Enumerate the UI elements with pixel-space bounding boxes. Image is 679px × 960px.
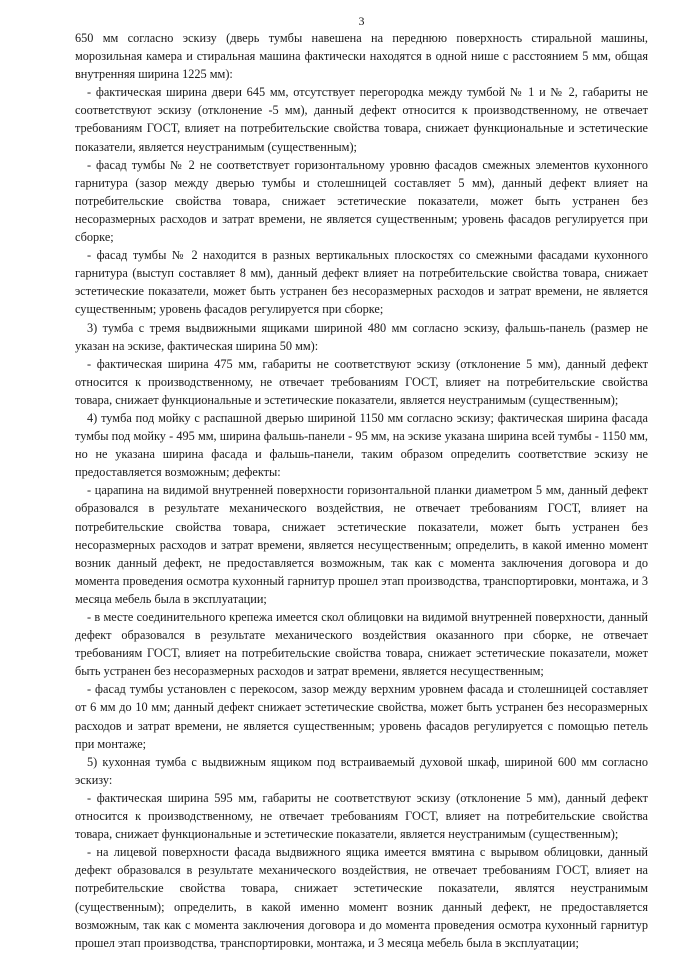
paragraph: - фасад тумбы № 2 находится в разных вертикальных плоскостях со смежными фасадами кухонного гарнитура (выступ составляет 8 мм), данный дефект влияет на потребительские свойства товара, снижает эстетические показатели, может быть устранен без несоразмерных расходов и затрат времени, не является существенным; уровень фасадов регулируется при сборке; [75, 248, 648, 317]
paragraph: 3) тумба с тремя выдвижными ящиками шириной 480 мм согласно эскизу, фальшь-панель (размер не указан на эскизе, фактическая ширина 50 мм): [75, 320, 648, 353]
document-body [75, 29, 648, 952]
page-number: 3 [358, 14, 365, 28]
paragraph: - царапина на видимой внутренней поверхности горизонтальной планки диаметром 5 мм, данный дефект образовался в результате механического воздействия, не отвечает требованиям ГОСТ, влияет на потребительские свойства товара, снижает эстетические показатели, может быть устранен без несоразмерных расходов и затрат времени, является несущественным; определить, в какой именно момент возник данный дефект, не предоставляется возможным, так как с момента заключения договора и до момента проведения осмотра кухонный гарнитур прошел этап производства, транспортировки, монтажа, и 3 месяца мебель была в эксплуатации; [75, 483, 648, 606]
paragraph: 5) кухонная тумба с выдвижным ящиком под встраиваемый духовой шкаф, шириной 600 мм согласно эскизу: [75, 754, 648, 787]
paragraph: 4) тумба под мойку с распашной дверью шириной 1150 мм согласно эскизу; фактическая ширина фасада тумбы под мойку - 495 мм, ширина фальшь-панели - 95 мм, на эскизе указана ширина всей тумбы - 1150 мм, но не указана ширина фасада и фальшь-панели, таким образом определить соответствие эскизу не предоставляется возможным; дефекты: [75, 410, 648, 480]
paragraph: - фактическая ширина двери 645 мм, отсутствует перегородка между тумбой № 1 и № 2, габариты не соответствуют эскизу (отклонение -5 мм), данный дефект относится к производственному, не отвечает требованиям ГОСТ, влияет на потребительские свойства товара, снижает функциональные и эстетические показатели, является неустранимым (существенным); [75, 85, 648, 154]
paragraph: 650 мм согласно эскизу (дверь тумбы навешена на переднюю поверхность стиральной машины, морозильная камера и стиральная машина фактически находятся в одной нише с расстоянием 5 мм, общая внутренняя ширина 1225 мм): [75, 31, 648, 82]
paragraph: - фактическая ширина 595 мм, габариты не соответствуют эскизу (отклонение 5 мм), данный дефект относится к производственному, не отвечает требованиям ГОСТ, влияет на потребительские свойства товара, снижает функциональные и эстетические показатели, является неустранимым (существенным); [75, 790, 648, 842]
paragraph: - фактическая ширина 475 мм, габариты не соответствуют эскизу (отклонение 5 мм), данный дефект относится к производственному, не отвечает требованиям ГОСТ, влияет на потребительские свойства товара, снижает функциональные и эстетические показатели, является неустранимым (существенным); [75, 356, 648, 407]
paragraph: - фасад тумбы № 2 не соответствует горизонтальному уровню фасадов смежных элементов кухонного гарнитура (зазор между дверью тумбы и столешницей составляет 5 мм), данный дефект влияет на потребительские свойства товара, снижает эстетические показатели, может быть устранен без несоразмерных расходов и затрат времени, не является существенным; уровень фасадов регулируется при сборке; [75, 157, 648, 245]
paragraph: - фасад тумбы установлен с перекосом, зазор между верхним уровнем фасада и столешницей составляет от 6 мм до 10 мм; данный дефект снижает эстетические свойства, может быть устранен без несоразмерных расходов и затрат времени, не является существенным; уровень фасадов регулируется с помощью петель при монтаже; [75, 682, 648, 751]
paragraph: - на лицевой поверхности фасада выдвижного ящика имеется вмятина с вырывом облицовки, данный дефект образовался в результате механического воздействия, не отвечает требованиям ГОСТ, влияет на потребительские свойства товара, снижает эстетические показатели, являтся неустранимым (существенным); определить, в какой именно момент возник данный дефект, не предоставляется возможным, так как с момента заключения договора и до момента проведения осмотра кухонный гарнитур прошел этап производства, транспортировки, монтажа, и 3 месяца мебель была в эксплуатации; [75, 845, 648, 950]
paragraph: - в месте соединительного крепежа имеется скол облицовки на видимой внутренней поверхности, данный дефект образовался в результате механического воздействия оказанного при сборке, не отвечает требованиям ГОСТ, влияет на потребительские свойства товара, снижает эстетические показатели, может быть устранен без несоразмерных расходов и затрат времени, является несущественным; [75, 610, 648, 679]
